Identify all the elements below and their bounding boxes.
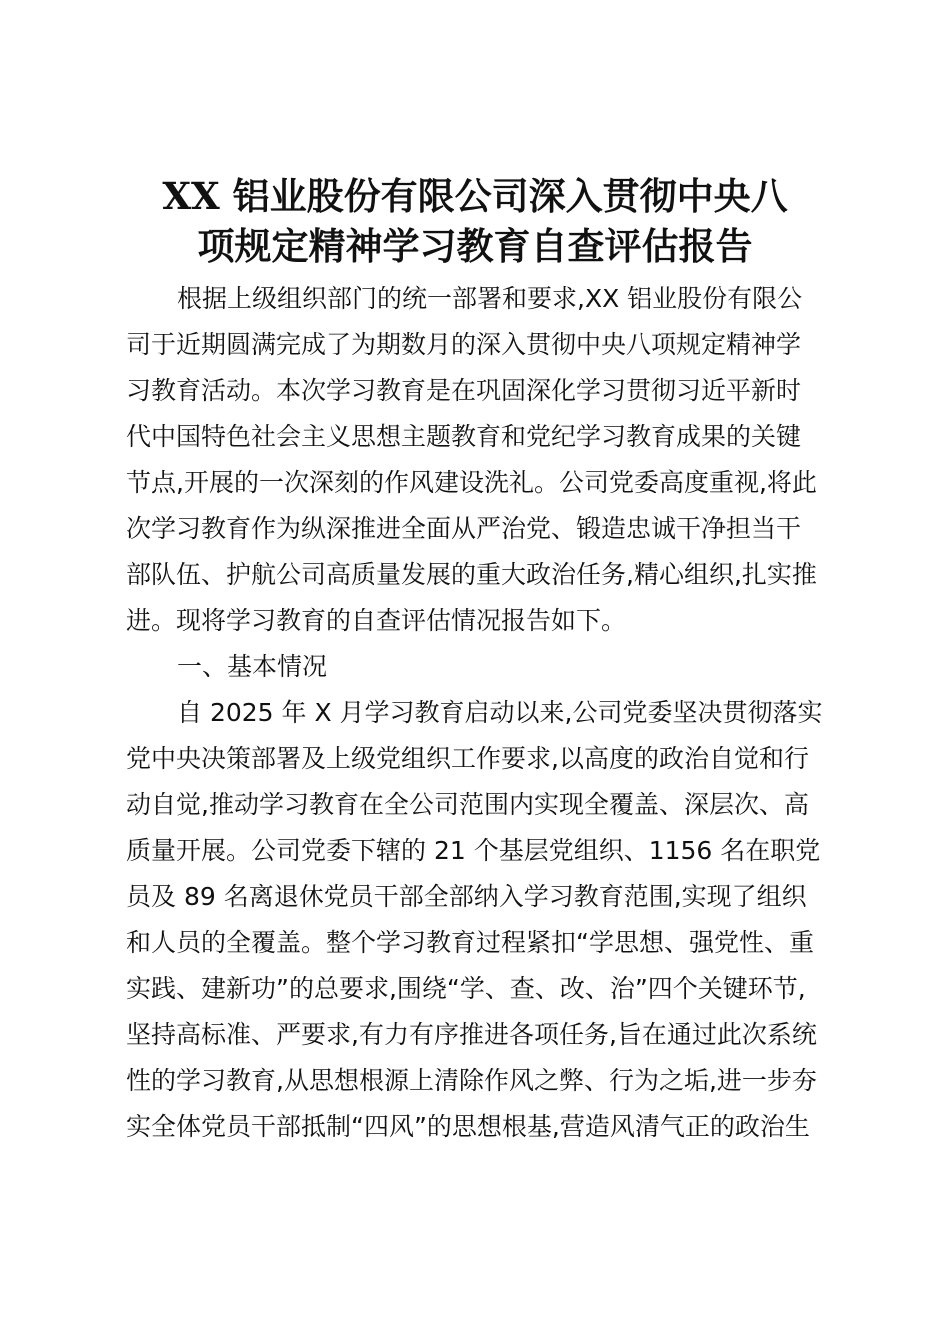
section-heading: 一、基本情况 (177, 652, 328, 681)
paragraph-line: 坚持高标准、严要求,有力有序推进各项任务,旨在通过此次系统 (126, 1020, 817, 1049)
paragraph-line: 实全体党员干部抵制“四风”的思想根基,营造风清气正的政治生 (126, 1112, 810, 1141)
paragraph-line: 次学习教育作为纵深推进全面从严治党、锻造忠诚干净担当干 (126, 514, 802, 543)
paragraph-line: 和人员的全覆盖。整个学习教育过程紧扣“学思想、强党性、重 (126, 928, 814, 957)
paragraph-line: 节点,开展的一次深刻的作风建设洗礼。公司党委高度重视,将此 (126, 468, 817, 497)
paragraph-line: 质量开展。公司党委下辖的 21 个基层党组织、1156 名在职党 (126, 836, 821, 865)
document-title-line-1: XX 铝业股份有限公司深入贯彻中央八 (162, 174, 788, 218)
paragraph-line: 党中央决策部署及上级党组织工作要求,以高度的政治自觉和行 (126, 744, 809, 773)
paragraph-line: 根据上级组织部门的统一部署和要求,XX 铝业股份有限公 (177, 284, 803, 313)
document-title-line-2: 项规定精神学习教育自查评估报告 (197, 224, 753, 268)
paragraph-line: 实践、建新功”的总要求,围绕“学、查、改、治”四个关键环节, (126, 974, 806, 1003)
paragraph-line: 员及 89 名离退休党员干部全部纳入学习教育范围,实现了组织 (126, 882, 807, 911)
paragraph-line: 自 2025 年 X 月学习教育启动以来,公司党委坚决贯彻落实 (177, 698, 823, 727)
paragraph-line: 动自觉,推动学习教育在全公司范围内实现全覆盖、深层次、高 (126, 790, 809, 819)
paragraph-line: 习教育活动。本次学习教育是在巩固深化学习贯彻习近平新时 (126, 376, 802, 405)
paragraph-line: 进。现将学习教育的自查评估情况报告如下。 (126, 606, 627, 635)
paragraph-line: 性的学习教育,从思想根源上清除作风之弊、行为之垢,进一步夯 (126, 1066, 817, 1095)
paragraph-line: 部队伍、护航公司高质量发展的重大政治任务,精心组织,扎实推 (126, 560, 817, 589)
paragraph-line: 司于近期圆满完成了为期数月的深入贯彻中央八项规定精神学 (126, 330, 802, 359)
paragraph-line: 代中国特色社会主义思想主题教育和党纪学习教育成果的关键 (126, 422, 802, 451)
